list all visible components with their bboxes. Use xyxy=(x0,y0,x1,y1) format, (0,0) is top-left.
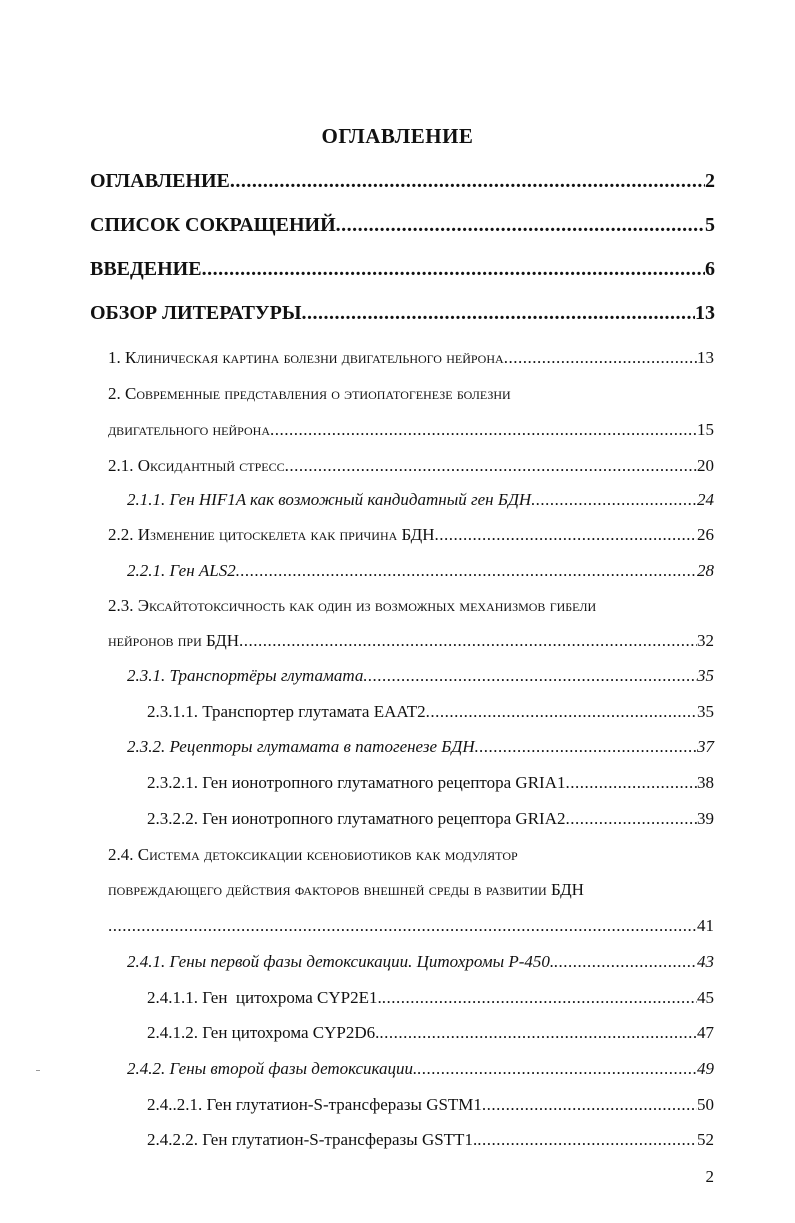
toc-entry-text[interactable]: 2.4. Система детоксикации ксенобиотиков как модулятор xyxy=(108,845,518,864)
dot-leader xyxy=(504,348,697,368)
dot-leader xyxy=(475,737,697,757)
dot-leader xyxy=(108,916,697,936)
toc-entry[interactable] xyxy=(108,348,714,368)
dot-leader xyxy=(336,214,705,237)
toc-page-number: 41 xyxy=(697,916,714,935)
toc-entry-text: 2.3.1. Транспортёры глутамата xyxy=(127,666,364,685)
dot-leader xyxy=(426,702,697,722)
toc-entry-text-continued[interactable]: повреждающего действия факторов внешней среды в развитии БДН xyxy=(108,880,584,899)
scan-speck xyxy=(36,1070,40,1071)
toc-page-number: 28 xyxy=(697,561,714,580)
toc-entry[interactable] xyxy=(127,490,714,510)
toc-entry-text: 1. Клиническая картина болезни двигательного нейрона xyxy=(108,348,504,367)
toc-page-number: 24 xyxy=(697,490,714,509)
toc-entry-text: 2.4.2. Гены второй фазы детоксикации. xyxy=(127,1059,418,1078)
toc-entry-text: СПИСОК СОКРАЩЕНИЙ xyxy=(90,214,336,236)
toc-page-number: 49 xyxy=(697,1059,714,1078)
toc-entry[interactable] xyxy=(127,952,714,972)
dot-leader xyxy=(239,631,697,651)
dot-leader xyxy=(379,1023,697,1043)
toc-entry-text: 2.3.2.2. Ген ионотропного глутаматного рецептора GRIA2 xyxy=(147,809,566,828)
toc-entry-text: 2.2.1. Ген ALS2 xyxy=(127,561,236,580)
toc-entry[interactable] xyxy=(147,1023,714,1043)
dot-leader xyxy=(565,809,697,829)
toc-entry[interactable] xyxy=(108,631,714,651)
toc-page-number: 20 xyxy=(697,456,714,475)
toc-entry[interactable] xyxy=(108,456,714,476)
toc-page-number: 45 xyxy=(697,988,714,1007)
toc-entry[interactable] xyxy=(90,170,715,193)
dot-leader xyxy=(482,1095,697,1115)
toc-page-number: 6 xyxy=(705,258,715,280)
toc-entry-text: ОБЗОР ЛИТЕРАТУРЫ xyxy=(90,302,302,324)
toc-entry[interactable] xyxy=(108,916,714,936)
toc-entry[interactable] xyxy=(127,1059,714,1079)
dot-leader xyxy=(270,420,697,440)
toc-entry-text: 2.4.1. Гены первой фазы детоксикации. Цитохромы Р-450. xyxy=(127,952,555,971)
toc-entry-text: ОГЛАВЛЕНИЕ xyxy=(90,170,230,192)
toc-page-number: 15 xyxy=(697,420,714,439)
toc-page-number: 2 xyxy=(705,170,715,192)
toc-entry[interactable] xyxy=(90,302,715,325)
toc-page-number: 32 xyxy=(697,631,714,650)
toc-entry[interactable] xyxy=(108,525,714,545)
toc-entry-text-continued: двигательного нейрона xyxy=(108,420,270,439)
toc-entry-text-continued: нейронов при БДН xyxy=(108,631,239,650)
toc-entry[interactable] xyxy=(90,214,715,237)
toc-page-number: 37 xyxy=(697,737,714,756)
toc-entry-text: 2.3.2. Рецепторы глутамата в патогенезе БДН xyxy=(127,737,475,756)
dot-leader xyxy=(363,666,697,686)
toc-entry[interactable] xyxy=(147,702,714,722)
toc-entry-text: 2.1.1. Ген HIF1A как возможный кандидатный ген БДН xyxy=(127,490,532,509)
toc-entry[interactable] xyxy=(127,666,714,686)
toc-entry-text: 2.1. Оксидантный стресс xyxy=(108,456,285,475)
dot-leader xyxy=(230,170,705,193)
toc-page-number: 50 xyxy=(697,1095,714,1114)
toc-entry[interactable] xyxy=(147,1095,714,1115)
toc-entry-text: 2.4.2.2. Ген глутатион-S-трансферазы GSTT1. xyxy=(147,1130,478,1149)
dot-leader xyxy=(236,561,697,581)
toc-entry-text: 2.3.2.1. Ген ионотропного глутаматного рецептора GRIA1 xyxy=(147,773,566,792)
toc-page-number: 38 xyxy=(697,773,714,792)
toc-page-number: 52 xyxy=(697,1130,714,1149)
toc-entry-text: 2.4.1.2. Ген цитохрома CYP2D6. xyxy=(147,1023,380,1042)
page-number: 2 xyxy=(705,1167,714,1186)
toc-entry[interactable] xyxy=(147,773,714,793)
toc-entry-text: 2.4..2.1. Ген глутатион-S-трансферазы GSTM1 xyxy=(147,1095,482,1114)
toc-entry-text[interactable]: 2. Современные представления о этиопатогенезе болезни xyxy=(108,384,511,403)
toc-entry[interactable] xyxy=(147,988,714,1008)
toc-page-number: 26 xyxy=(697,525,714,544)
dot-leader xyxy=(565,773,697,793)
toc-entry-text: 2.3.1.1. Транспортер глутамата EAAT2 xyxy=(147,702,426,721)
dot-leader xyxy=(417,1059,697,1079)
toc-page-number: 35 xyxy=(697,666,714,685)
toc-page-number: 35 xyxy=(697,702,714,721)
dot-leader xyxy=(531,490,697,510)
toc-entry-text[interactable]: 2.3. Эксайтотоксичность как один из возможных механизмов гибели xyxy=(108,596,597,615)
dot-leader xyxy=(477,1130,697,1150)
dot-leader xyxy=(382,988,697,1008)
toc-page-number: 13 xyxy=(697,348,714,367)
dot-leader xyxy=(202,258,705,281)
toc-entry-text: 2.2. Изменение цитоскелета как причина БДН xyxy=(108,525,435,544)
dot-leader xyxy=(554,952,697,972)
toc-entry[interactable] xyxy=(127,561,714,581)
toc-page-number: 5 xyxy=(705,214,715,236)
page-title: ОГЛАВЛЕНИЕ xyxy=(321,124,474,148)
dot-leader xyxy=(435,525,697,545)
toc-entry[interactable] xyxy=(147,1130,714,1150)
toc-entry[interactable] xyxy=(90,258,715,281)
toc-entry-text: 2.4.1.1. Ген цитохрома CYP2E1. xyxy=(147,988,382,1007)
toc-entry-text: ВВЕДЕНИЕ xyxy=(90,258,202,280)
dot-leader xyxy=(285,456,697,476)
toc-page-number: 47 xyxy=(697,1023,714,1042)
toc-page-number: 43 xyxy=(697,952,714,971)
toc-entry[interactable] xyxy=(147,809,714,829)
toc-entry[interactable] xyxy=(127,737,714,757)
toc-page-number: 39 xyxy=(697,809,714,828)
toc-page-number: 13 xyxy=(695,302,715,324)
toc-entry[interactable] xyxy=(108,420,714,440)
dot-leader xyxy=(301,302,695,325)
